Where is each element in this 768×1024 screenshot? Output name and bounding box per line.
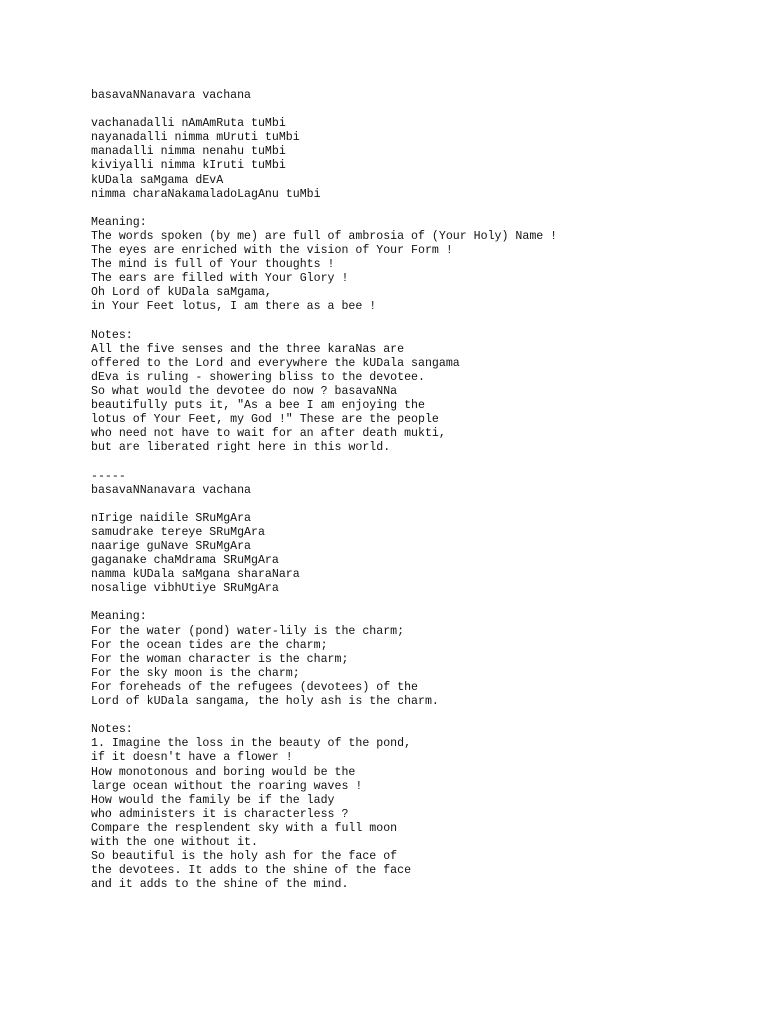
text-line: in Your Feet lotus, I am there as a bee ! bbox=[91, 300, 377, 314]
text-line: beautifully puts it, "As a bee I am enjoying the bbox=[91, 399, 425, 413]
section-heading: Meaning: bbox=[91, 215, 147, 229]
blank-line bbox=[91, 315, 751, 329]
text-line: namma kUDala saMgana sharaNara bbox=[91, 568, 300, 582]
text-line: So beautiful is the holy ash for the face of bbox=[91, 850, 398, 864]
text-line: but are liberated right here in this world. bbox=[91, 441, 391, 455]
text-line: For the water (pond) water-lily is the charm; bbox=[91, 624, 405, 638]
text-line: 1. Imagine the loss in the beauty of the pond, bbox=[91, 737, 412, 751]
text-line: For the ocean tides are the charm; bbox=[91, 638, 328, 652]
text-line: who need not have to wait for an after death mukti, bbox=[91, 427, 446, 441]
text-line: kiviyalli nimma kIruti tuMbi bbox=[91, 159, 286, 173]
text-line: basavaNNanavara vachana bbox=[91, 483, 252, 497]
text-line: The ears are filled with Your Glory ! bbox=[91, 272, 349, 286]
text-line: For foreheads of the refugees (devotees) of the bbox=[91, 680, 418, 694]
text-line: who administers it is characterless ? bbox=[91, 807, 349, 821]
text-line: For the sky moon is the charm; bbox=[91, 666, 300, 680]
text-line: For the woman character is the charm; bbox=[91, 652, 349, 666]
text-line: How monotonous and boring would be the bbox=[91, 765, 356, 779]
blank-line bbox=[91, 455, 751, 469]
text-line: So what would the devotee do now ? basavaNNa bbox=[91, 384, 398, 398]
blank-line bbox=[91, 103, 751, 117]
text-line: The eyes are enriched with the vision of Your Form ! bbox=[91, 244, 453, 258]
text-line: nIrige naidile SRuMgAra bbox=[91, 511, 252, 525]
text-line: nimma charaNakamaladoLagAnu tuMbi bbox=[91, 187, 321, 201]
text-line: The words spoken (by me) are full of ambrosia of (Your Holy) Name ! bbox=[91, 229, 558, 243]
text-line: with the one without it. bbox=[91, 835, 258, 849]
text-line: Lord of kUDala sangama, the holy ash is the charm. bbox=[91, 695, 439, 709]
separator-line: ----- bbox=[91, 469, 126, 483]
section-heading: Meaning: bbox=[91, 610, 147, 624]
text-line: large ocean without the roaring waves ! bbox=[91, 779, 363, 793]
text-line: gaganake chaMdrama SRuMgAra bbox=[91, 554, 279, 568]
text-line: manadalli nimma nenahu tuMbi bbox=[91, 145, 286, 159]
text-line: dEva is ruling - showering bliss to the devotee. bbox=[91, 370, 425, 384]
text-line: if it doesn't have a flower ! bbox=[91, 751, 293, 765]
text-line: How would the family be if the lady bbox=[91, 793, 335, 807]
text-line: Compare the resplendent sky with a full moon bbox=[91, 821, 398, 835]
text-line: basavaNNanavara vachana bbox=[91, 89, 252, 102]
text-line: nayanadalli nimma mUruti tuMbi bbox=[91, 131, 300, 145]
text-line: lotus of Your Feet, my God !" These are the people bbox=[91, 413, 439, 427]
section-heading: Notes: bbox=[91, 328, 133, 342]
blank-line bbox=[91, 498, 751, 512]
blank-line bbox=[91, 202, 751, 216]
blank-line bbox=[91, 596, 751, 610]
text-line: the devotees. It adds to the shine of the face bbox=[91, 864, 412, 878]
text-line: nosalige vibhUtiye SRuMgAra bbox=[91, 582, 279, 596]
text-line: All the five senses and the three karaNas are bbox=[91, 342, 405, 356]
text-line: vachanadalli nAmAmRuta tuMbi bbox=[91, 117, 286, 131]
text-line: naarige guNave SRuMgAra bbox=[91, 540, 252, 553]
text-line: and it adds to the shine of the mind. bbox=[91, 878, 349, 892]
text-line: samudrake tereye SRuMgAra bbox=[91, 525, 265, 539]
text-line: offered to the Lord and everywhere the kUDala sangama bbox=[91, 356, 460, 370]
blank-line bbox=[91, 709, 751, 723]
text-line: The mind is full of Your thoughts ! bbox=[91, 258, 335, 272]
section-heading: Notes: bbox=[91, 723, 133, 737]
text-line: kUDala saMgama dEvA bbox=[91, 173, 224, 187]
text-line: Oh Lord of kUDala saMgama, bbox=[91, 286, 272, 300]
document-page bbox=[91, 89, 751, 892]
